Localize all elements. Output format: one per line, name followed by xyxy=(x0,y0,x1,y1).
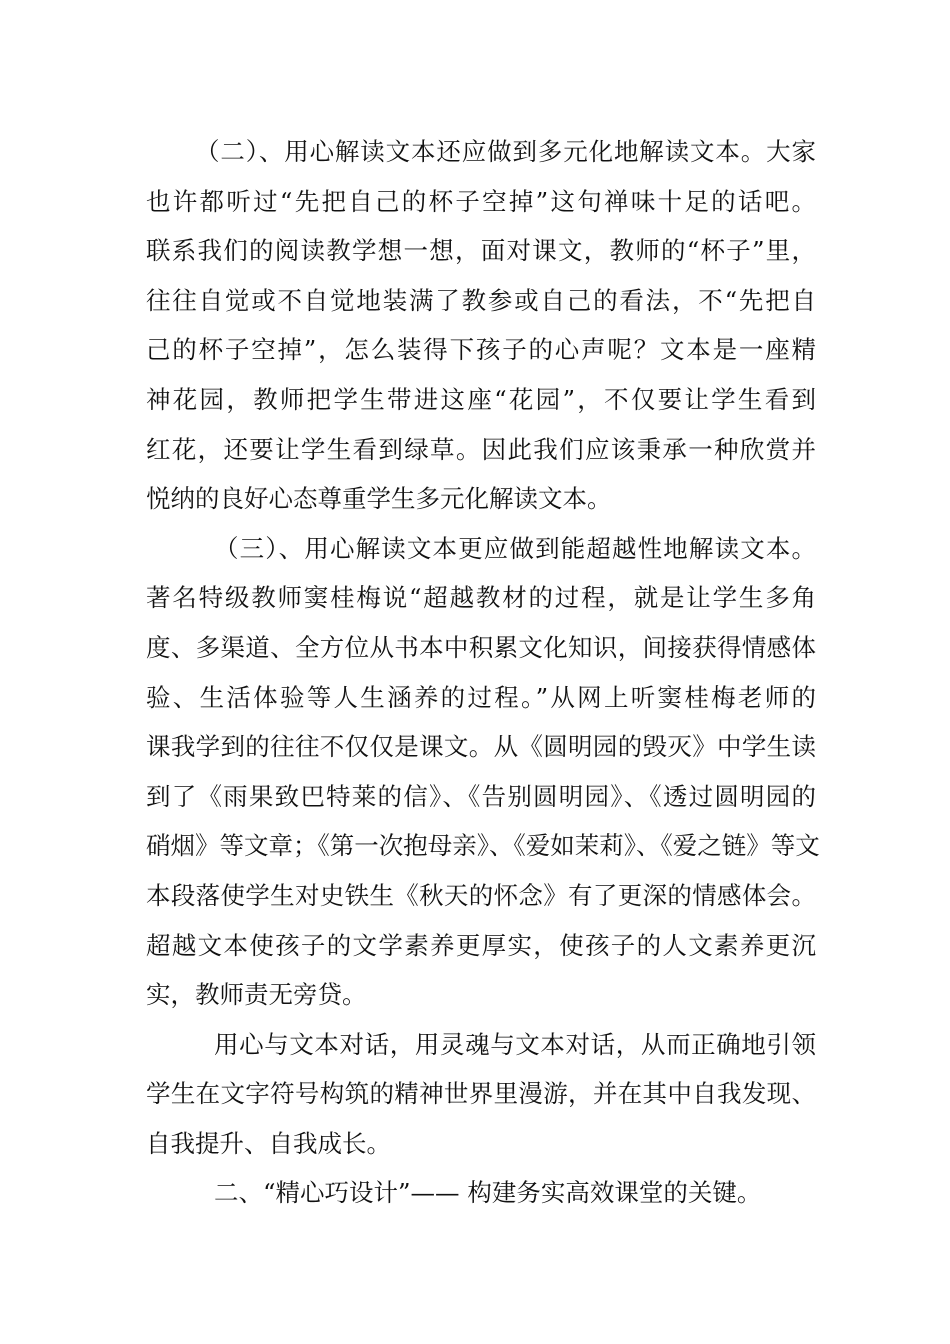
paragraph-1-line-6: 神花园，教师把学生带进这座“花园”，不仅要让学生看到 xyxy=(146,384,816,414)
paragraph-2-line-9: 超越文本使孩子的文学素养更厚实，使孩子的人文素养更沉 xyxy=(146,930,816,960)
paragraph-2-line-4: 验、生活体验等人生涵养的过程。”从网上听窦桂梅老师的 xyxy=(146,682,816,712)
paragraph-2-line-1: （三）、用心解读文本更应做到能超越性地解读文本。 xyxy=(214,533,816,563)
paragraph-1-line-7: 红花，还要让学生看到绿草。因此我们应该秉承一种欣赏并 xyxy=(146,434,816,464)
paragraph-1-line-2: 也许都听过“先把自己的杯子空掉”这句禅味十足的话吧。 xyxy=(146,186,816,216)
paragraph-2-line-5: 课我学到的往往不仅仅是课文。从《圆明园的毁灭》中学生读 xyxy=(146,732,816,762)
paragraph-1-line-4: 往往自觉或不自觉地装满了教参或自己的看法，不“先把自 xyxy=(146,285,816,315)
paragraph-2-line-2: 著名特级教师窦桂梅说“超越教材的过程，就是让学生多角 xyxy=(146,583,816,613)
paragraph-2-line-7: 硝烟》等文章；《第一次抱母亲》、《爱如茉莉》、《爱之链》等文 xyxy=(146,831,820,861)
paragraph-3-line-3: 自我提升、自我成长。 xyxy=(146,1128,391,1158)
paragraph-1-line-5: 己的杯子空掉”，怎么装得下孩子的心声呢？文本是一座精 xyxy=(146,335,816,365)
paragraph-3-line-1: 用心与文本对话，用灵魂与文本对话，从而正确地引领 xyxy=(214,1029,816,1059)
paragraph-1-line-1: （二）、用心解读文本还应做到多元化地解读文本。大家 xyxy=(195,137,816,166)
paragraph-2-line-3: 度、多渠道、全方位从书本中积累文化知识，间接获得情感体 xyxy=(146,632,816,662)
paragraph-1-line-3: 联系我们的阅读教学想一想，面对课文，教师的“杯子”里， xyxy=(146,236,816,266)
paragraph-3-line-2: 学生在文字符号构筑的精神世界里漫游，并在其中自我发现、 xyxy=(146,1079,816,1109)
body-text xyxy=(146,127,820,1218)
paragraph-1-line-8: 悦纳的良好心态尊重学生多元化解读文本。 xyxy=(146,484,612,514)
section-heading: 二、“精心巧设计”—— 构建务实高效课堂的关键。 xyxy=(214,1178,762,1208)
paragraph-2-line-8: 本段落使学生对史铁生《秋天的怀念》有了更深的情感体会。 xyxy=(146,880,816,910)
paragraph-2-line-6: 到了《雨果致巴特莱的信》、《告别圆明园》、《透过圆明园的 xyxy=(146,781,816,811)
paragraph-2-line-10: 实，教师责无旁贷。 xyxy=(146,980,367,1010)
